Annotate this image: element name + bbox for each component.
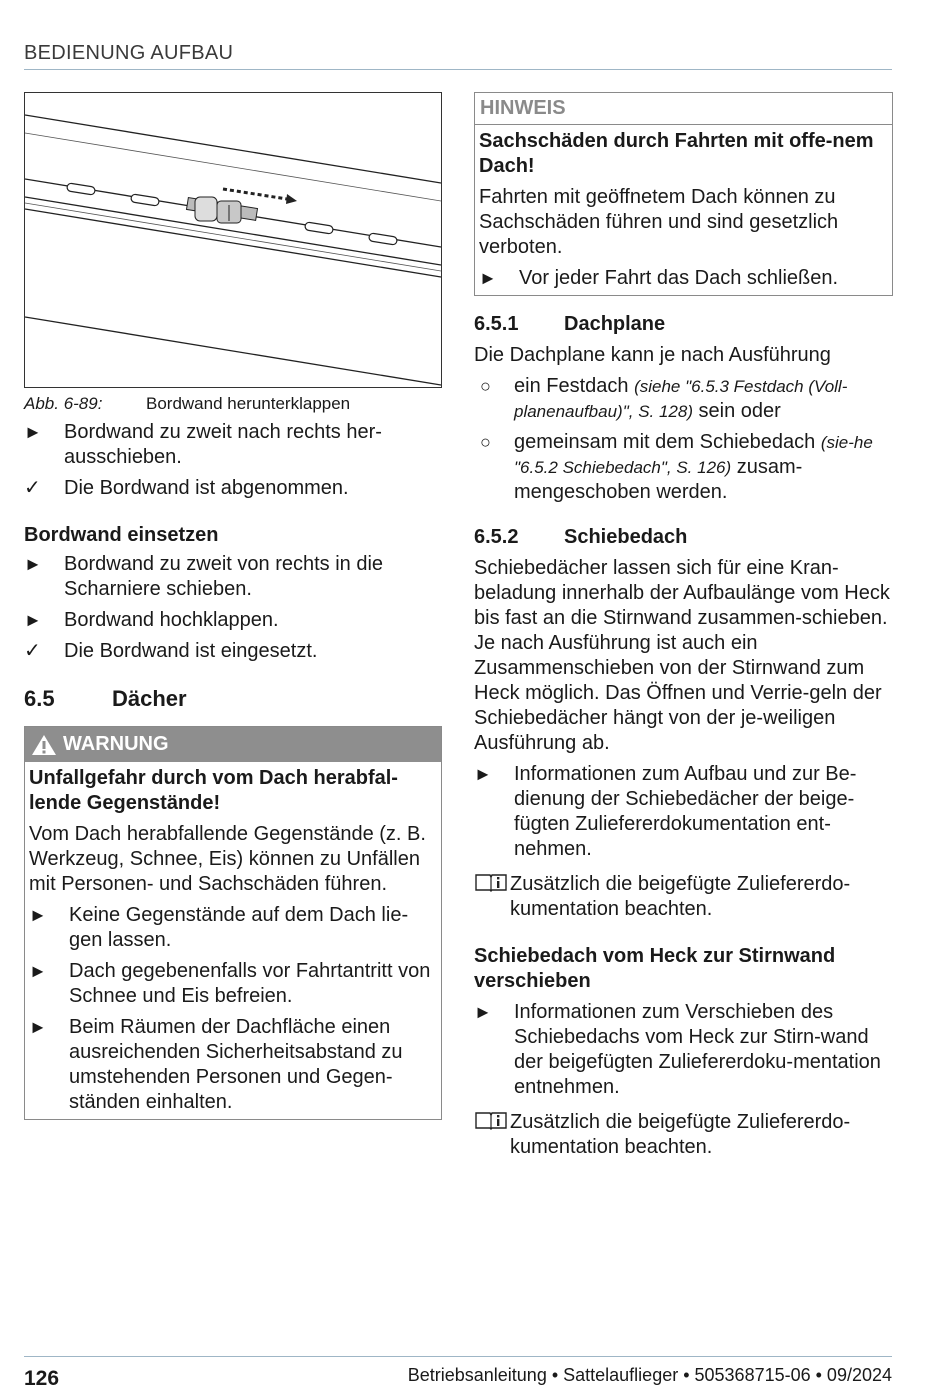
arrow-icon: ► xyxy=(479,268,497,288)
section-heading xyxy=(24,686,442,712)
manual-info-icon xyxy=(474,1110,510,1160)
step-item xyxy=(24,420,442,470)
note-text: Fahrten mit geöffnetem Dach können zu Sachschäden führen und sind gesetzlich verboten. xyxy=(479,186,839,258)
step-item xyxy=(24,608,442,633)
step-text: Keine Gegenstände auf dem Dach lie-gen lassen. xyxy=(69,904,409,951)
warning-icon xyxy=(31,734,57,756)
page-header: BEDIENUNG AUFBAU xyxy=(24,42,892,70)
step-item xyxy=(474,762,893,862)
step-text: Die Bordwand ist eingesetzt. xyxy=(64,640,318,662)
note-title: Sachschäden durch Fahrten mit offe-nem Dach! xyxy=(479,130,874,177)
note-label: HINWEIS xyxy=(475,93,892,125)
warning-title: Unfallgefahr durch vom Dach herabfal-lende Gegenstände! xyxy=(29,767,398,814)
manual-info-icon xyxy=(474,872,510,922)
cross-reference-link[interactable]: (siehe "6.5.3 Festdach (Voll-planenaufbau)", S. 128) xyxy=(514,377,848,421)
arrow-icon: ► xyxy=(474,1002,492,1022)
list-text-pre: ein Festdach xyxy=(514,375,635,397)
arrow-icon: ► xyxy=(29,961,47,981)
arrow-icon: ► xyxy=(474,764,492,784)
hinge-icon xyxy=(186,197,257,223)
step-text: Bordwand hochklappen. xyxy=(64,609,279,631)
info-text: Zusätzlich die beigefügte Zuliefererdo-kumentation beachten. xyxy=(510,1111,851,1158)
subsection-heading xyxy=(474,312,893,337)
list-text-pre: gemeinsam mit dem Schiebedach xyxy=(514,431,821,453)
page-number: 126 xyxy=(24,1367,60,1390)
step-item xyxy=(474,1000,893,1100)
step-text: Beim Räumen der Dachfläche einen ausreichenden Sicherheitsabstand zu umstehenden Personen und Gegen-ständen einhalten. xyxy=(69,1016,403,1113)
step-text: Die Bordwand ist abgenommen. xyxy=(64,477,349,499)
warning-text: Vom Dach herabfallende Gegenstände (z. B. Werkzeug, Schnee, Eis) können zu Unfällen mit Personen- und Sachschäden führen. xyxy=(29,823,426,895)
list-item-text xyxy=(514,430,893,505)
figure-number: Abb. 6-89: xyxy=(24,394,103,413)
subheading-slide: Schiebedach vom Heck zur Stirnwand verschieben xyxy=(474,945,836,992)
list-item xyxy=(474,374,893,424)
circle-bullet-icon: ○ xyxy=(480,376,491,396)
cross-reference-link[interactable]: (sie-he "6.5.2 Schiebedach", S. 126) xyxy=(514,433,873,477)
warning-label: WARNUNG xyxy=(63,733,169,755)
step-item xyxy=(29,903,437,953)
arrow-icon: ► xyxy=(29,905,47,925)
list-text-post: sein oder xyxy=(693,400,781,422)
checkmark-icon: ✓ xyxy=(24,477,41,499)
warning-header xyxy=(25,727,441,762)
step-item xyxy=(29,959,437,1009)
step-text: Dach gegebenenfalls vor Fahrtantritt von Schnee und Eis befreien. xyxy=(69,960,431,1007)
step-text: Bordwand zu zweit nach rechts her-ausschieben. xyxy=(64,421,382,468)
arrow-icon: ► xyxy=(24,554,42,574)
tailboard-illustration xyxy=(25,93,441,387)
step-item xyxy=(24,476,442,501)
step-item xyxy=(29,1015,437,1115)
step-item xyxy=(24,552,442,602)
subsection-heading xyxy=(474,525,893,550)
subsection-title: Dachplane xyxy=(564,313,666,335)
left-column xyxy=(24,92,442,1120)
figure-caption xyxy=(24,394,442,414)
step-item xyxy=(479,266,888,291)
subheading-insert: Bordwand einsetzen xyxy=(24,524,219,546)
warning-body xyxy=(25,762,441,1119)
list-item xyxy=(474,430,893,505)
step-text: Bordwand zu zweit von rechts in die Scharniere schieben. xyxy=(64,553,384,600)
document-info: Betriebsanleitung • Sattelauflieger • 505368715-06 • 09/2024 xyxy=(407,1365,892,1385)
subsection-number: 6.5.1 xyxy=(474,313,519,335)
note-body xyxy=(475,125,892,295)
list-text-post: zusam-mengeschoben werden. xyxy=(514,456,803,503)
arrow-icon: ► xyxy=(24,610,42,630)
step-item xyxy=(24,639,442,664)
step-text: Informationen zum Aufbau und zur Be-dienung der Schiebedächer der beige-fügten Zuliefererdokumentation ent-nehmen. xyxy=(514,763,857,860)
arrow-icon: ► xyxy=(24,422,42,442)
paragraph: Schiebedächer lassen sich für eine Kran-beladung innerhalb der Aufbaulänge vom Heck bis fast an die Stirnwand zusammen-schieben. Je nach Ausführung ist auch ein Zusammenschieben von der Stirnwand zum Heck möglich. Das Öffnen und Verrie-geln der Schiebedächer hängt von der je-weiligen Ausführung ab. xyxy=(474,557,890,754)
section-number: 6.5 xyxy=(24,686,55,711)
section-title: Dächer xyxy=(112,686,187,711)
warning-box xyxy=(24,726,442,1120)
step-text: Informationen zum Verschieben des Schiebedachs vom Heck zur Stirn-wand der beigefügten Zuliefererdoku-mentation entnehmen. xyxy=(514,1001,881,1098)
step-text: Vor jeder Fahrt das Dach schließen. xyxy=(519,267,839,289)
info-note xyxy=(474,872,893,922)
subsection-title: Schiebedach xyxy=(564,526,688,548)
steps-remove xyxy=(24,420,442,501)
info-text: Zusätzlich die beigefügte Zuliefererdo-kumentation beachten. xyxy=(510,873,851,920)
figure-tailboard xyxy=(24,92,442,388)
checkmark-icon: ✓ xyxy=(24,640,41,662)
note-box xyxy=(474,92,893,296)
arrow-icon: ► xyxy=(29,1017,47,1037)
circle-bullet-icon: ○ xyxy=(480,432,491,452)
paragraph: Die Dachplane kann je nach Ausführung xyxy=(474,344,831,366)
right-column xyxy=(474,92,893,1160)
info-note xyxy=(474,1110,893,1160)
subsection-number: 6.5.2 xyxy=(474,526,519,548)
figure-caption-text: Bordwand herunterklappen xyxy=(146,394,351,413)
list-item-text xyxy=(514,374,893,424)
steps-insert xyxy=(24,552,442,664)
page-footer xyxy=(24,1356,892,1390)
